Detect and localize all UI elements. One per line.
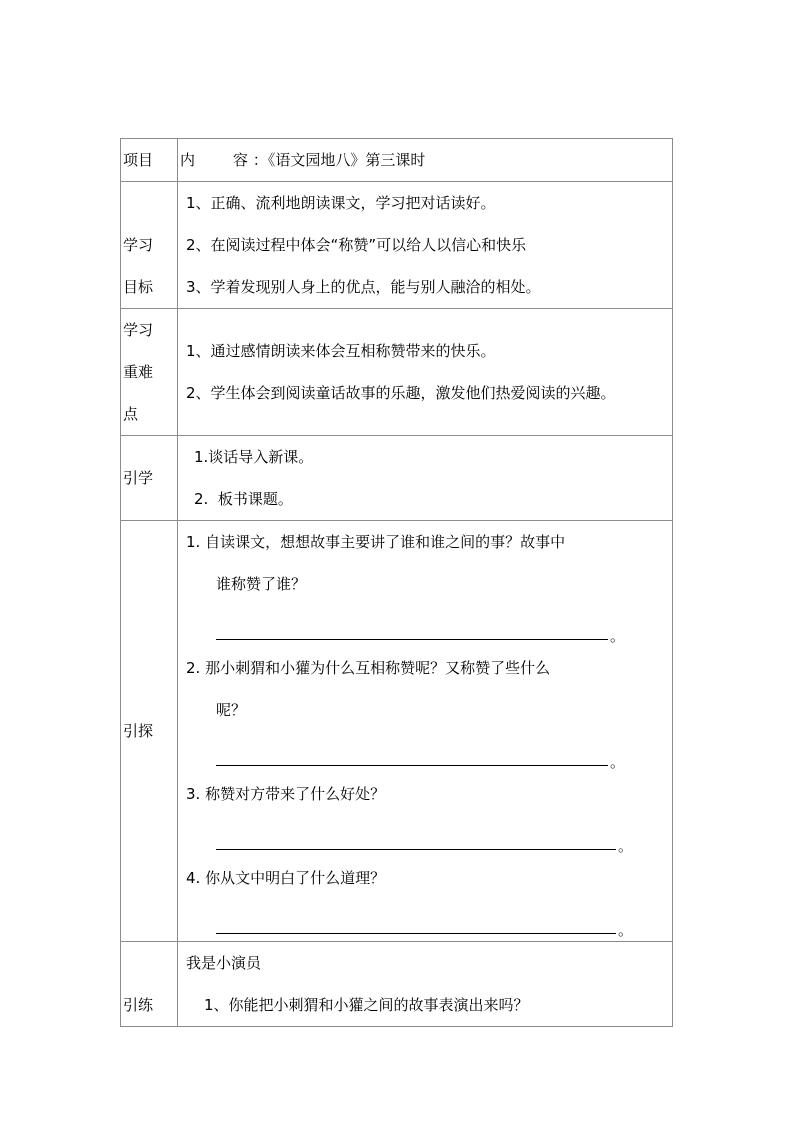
key-point-item: 2、学生体会到阅读童话故事的乐趣，激发他们热爱阅读的兴趣。 <box>186 384 616 402</box>
answer-blank-1[interactable]: 。 <box>186 605 668 647</box>
objective-item: 2、在阅读过程中体会“称赞”可以给人以信心和快乐 <box>186 236 527 254</box>
key-points-label: 学习 重难 点 <box>121 309 178 436</box>
question-2: 2. 那小刺猬和小獾为什么互相称赞呢？又称赞了些什么 <box>186 659 551 677</box>
key-points-row <box>121 309 673 436</box>
lesson-title-cell <box>178 139 673 182</box>
explore-content <box>178 521 673 942</box>
objective-item: 3、学着发现别人身上的优点，能与别人融洽的相处。 <box>186 278 541 296</box>
practice-item: 1、你能把小刺猬和小獾之间的故事表演出来吗？ <box>204 996 529 1014</box>
question-1-cont: 谁称赞了谁？ <box>216 575 307 593</box>
header-label: 项目 <box>121 139 178 182</box>
explore-row <box>121 521 673 942</box>
answer-blank-4[interactable]: 。 <box>186 899 668 941</box>
practice-title: 我是小演员 <box>186 954 262 972</box>
question-1: 1. 自读课文，想想故事主要讲了谁和谁之间的事？故事中 <box>186 533 566 551</box>
answer-blank-3[interactable]: 。 <box>186 815 668 857</box>
introduce-row <box>121 436 673 521</box>
objectives-row <box>121 182 673 309</box>
practice-row <box>121 942 673 1027</box>
lesson-plan-table <box>120 138 673 1027</box>
header-row <box>121 139 673 182</box>
objective-item: 1、正确、流利地朗读课文，学习把对话读好。 <box>186 194 496 212</box>
practice-content <box>178 942 673 1027</box>
practice-label: 引练 <box>121 942 178 1027</box>
answer-blank-2[interactable]: 。 <box>186 731 668 773</box>
question-2-cont: 呢？ <box>216 701 247 719</box>
lesson-title: 内 容 ：《语文园地八》第三课时 <box>180 151 426 169</box>
key-point-item: 1、通过感情朗读来体会互相称赞带来的快乐。 <box>186 342 496 360</box>
key-points-content <box>178 309 673 436</box>
objectives-label: 学习 目标 <box>121 182 178 309</box>
question-4: 4. 你从文中明白了什么道理？ <box>186 869 386 887</box>
introduce-item: 1.谈话导入新课。 <box>194 448 314 466</box>
question-3: 3. 称赞对方带来了什么好处？ <box>186 785 386 803</box>
objectives-content <box>178 182 673 309</box>
introduce-label: 引学 <box>121 436 178 521</box>
introduce-item: 2. 板书课题。 <box>194 490 293 508</box>
introduce-content <box>178 436 673 521</box>
explore-label: 引探 <box>121 521 178 942</box>
